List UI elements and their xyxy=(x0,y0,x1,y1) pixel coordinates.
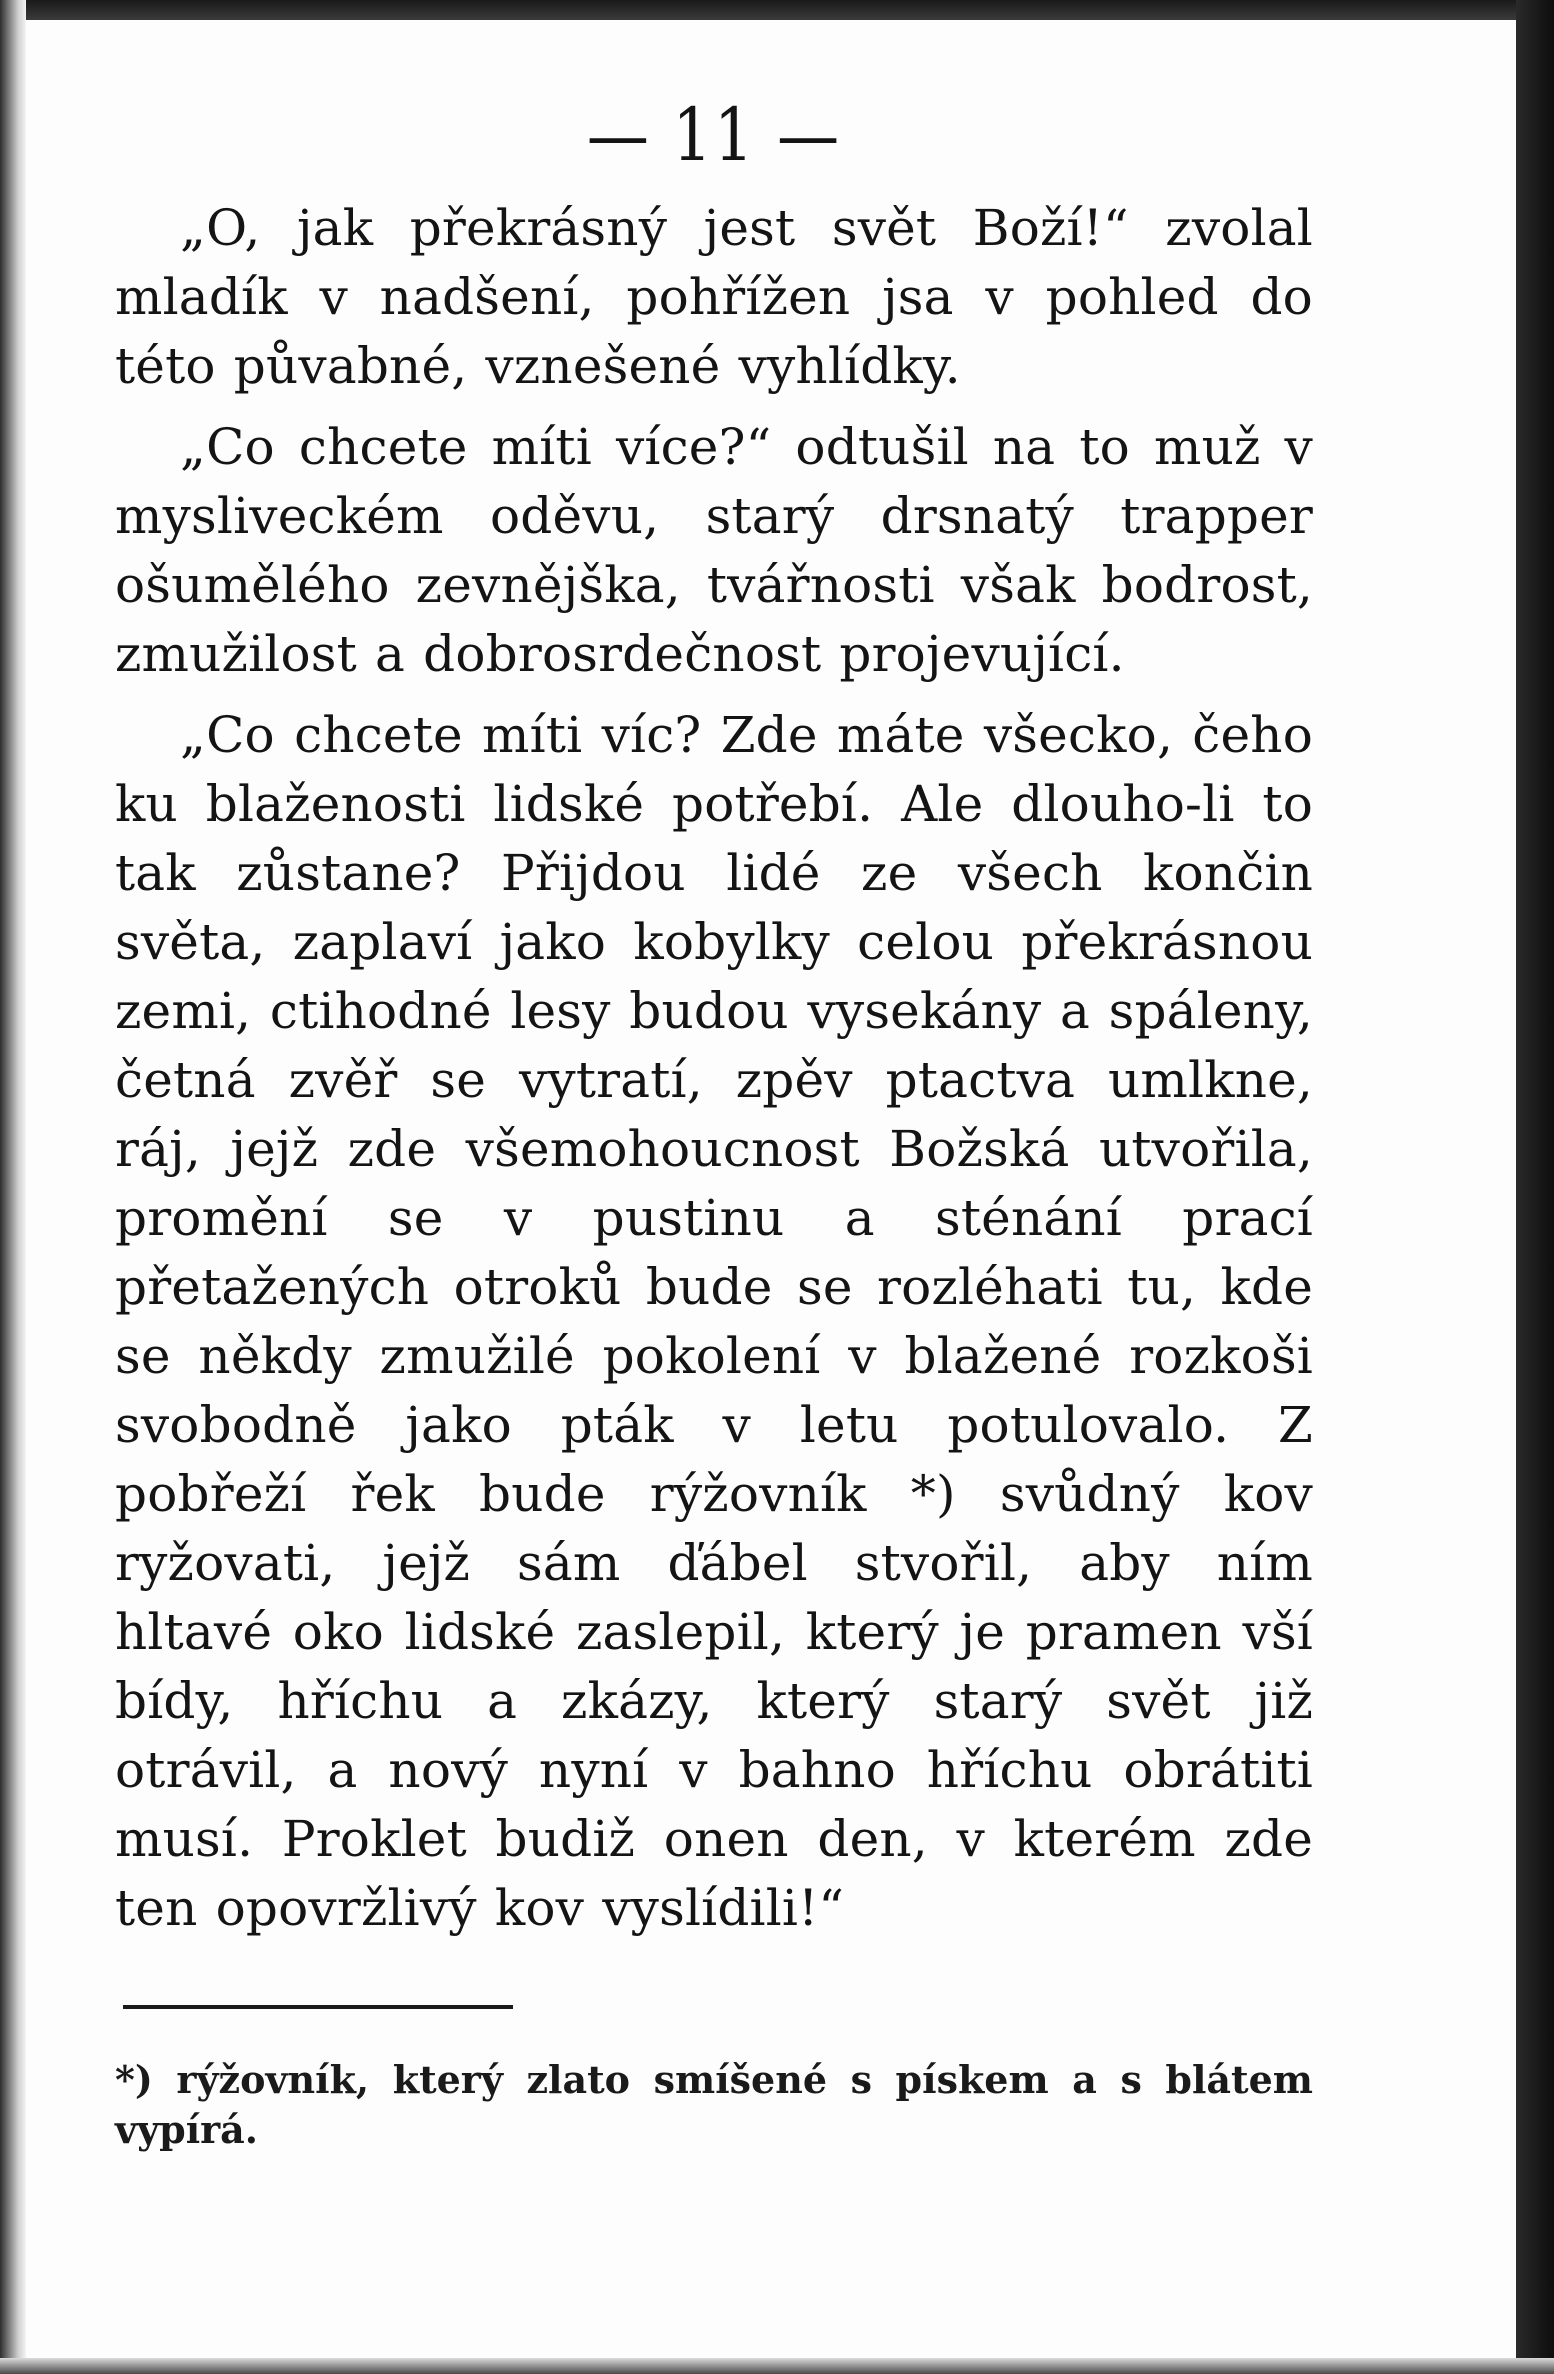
body-text xyxy=(115,194,1313,1943)
paragraph-2: „Co chcete míti více?“ odtušil na to muž v mysliveckém oděvu, starý drsnatý trapper ošumělého zevnějška, tvářnosti však bodrost, zmužilost a dobrosrdečnost projevující. xyxy=(115,418,1313,683)
footnote-separator xyxy=(123,2005,513,2009)
footnote: *) rýžovník, který zlato smíšené s pískem a s blátem vypírá. xyxy=(115,2057,1313,2152)
scan-edge-bottom xyxy=(0,2358,1554,2374)
scan-edge-top xyxy=(0,0,1554,20)
page-number: — 11 — xyxy=(586,91,842,178)
page-text-block xyxy=(115,80,1313,2155)
scan-edge-left xyxy=(0,0,26,2374)
paragraph-1: „O, jak překrásný jest svět Boží!“ zvolal mladík v nadšení, pohřížen jsa v pohled do této půvabné, vznešené vyhlídky. xyxy=(115,199,1313,395)
scan-edge-right xyxy=(1516,0,1554,2374)
paragraph-3: „Co chcete míti víc? Zde máte všecko, čeho ku blaženosti lidské potřebí. Ale dlouho-li to tak zůstane? Přijdou lidé ze všech končin světa, zaplaví jako kobylky celou překrásnou zemi, ctihodné lesy budou vysekány a spáleny, četná zvěř se vytratí, zpěv ptactva umlkne, ráj, jejž zde všemohoucnost Božská utvořila, promění se v pustinu a sténání prací přetažených otroků bude se rozléhati tu, kde se někdy zmužilé pokolení v blažené rozkoši svobodně jako pták v letu potulovalo. Z pobřeží řek bude rýžovník *) svůdný kov ryžovati, jejž sám ďábel stvořil, aby ním hltavé oko lidské zaslepil, který je pramen vší bídy, hříchu a zkázy, který starý svět již otrávil, a nový nyní v bahno hříchu obrátiti musí. Proklet budiž onen den, v kterém zde ten opovržlivý kov vyslídili!“ xyxy=(115,706,1313,1937)
